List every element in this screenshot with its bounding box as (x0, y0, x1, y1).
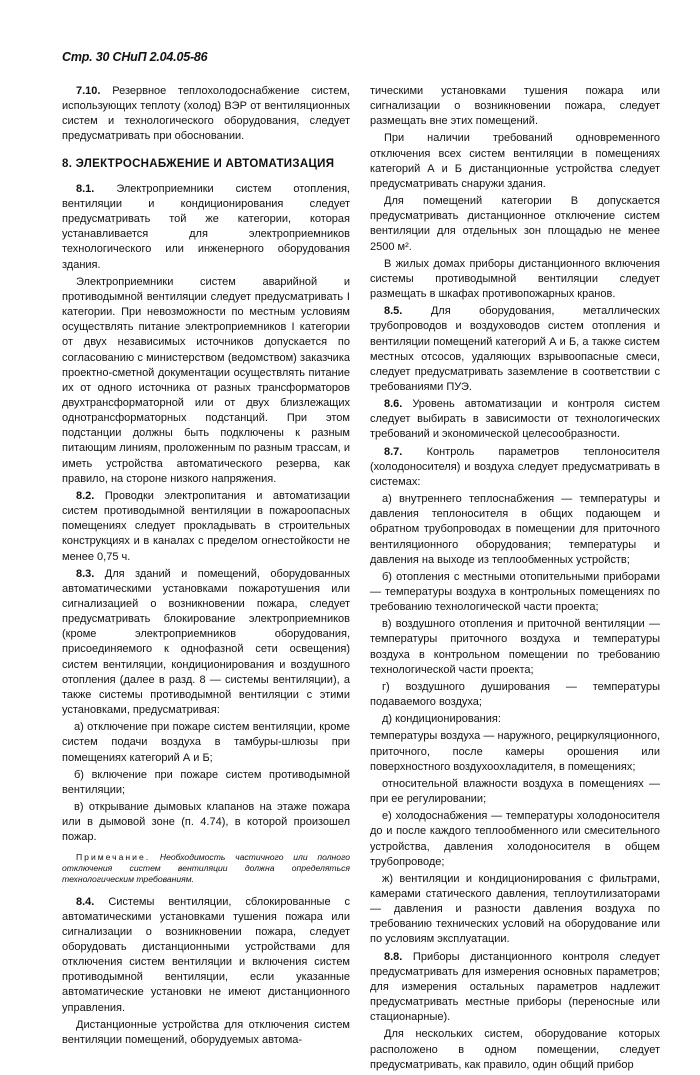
clause-number: 8.8. (384, 950, 403, 963)
list-item-a: а) отключение при пожаре систем вентиляции, кроме систем подачи воздуха в тамбуры-шлюзы при помещениях категорий А и Б; (62, 721, 350, 764)
list-item-d: д) кондиционирования: (382, 713, 501, 726)
list-item-e: е) холодоснабжения — температуры холодоносителя до и после каждого теплообменного или смесительного устройства, давления холодоносителя в общем трубопроводе; (370, 810, 660, 868)
paragraph-8-4-c: тическими установками тушения пожара или сигнализации о возникновении пожара, следует размещать вне этих помещений. (370, 85, 660, 128)
list-item-v: в) воздушного отопления и приточной вентиляции — температуры приточного воздуха и температуры воздуха в контрольном помещении по требованию технологической части проекта; (370, 618, 660, 676)
paragraph-8-6 (370, 397, 660, 442)
clause-text: Для зданий и помещений, оборудованных автоматическими установками пожаротушения или сигнализацией о возникновении пожара, следует предусматривать блокирование электроприемников (кроме электроприемников оборудования, присоединяемого к однофазной сети освещения) систем вентиляции, кондиционирования и воздушного отопления (далее в разд. 8 — системы вентиляции), а также системы противодымной вентиляции с этими установками, предусматривая: (62, 567, 350, 717)
paragraph-8-3 (62, 567, 350, 719)
paragraph-8-2 (62, 489, 350, 565)
list-item-b: б) отопления с местными отопительными приборами — температуры воздуха в контрольных помещениях по требованию технологической части проекта; (370, 570, 660, 614)
list-subitem-temperature: температуры воздуха — наружного, рециркуляционного, приточного, после камеры орошения или поверхностного воздухоохладителя, в помещениях; (370, 730, 660, 773)
clause-text: Для оборудования, металлических трубопроводов и воздуховодов систем отопления и вентиляции помещений категорий А и Б, а также систем местных отсосов, удаляющих взрывоопасные смеси, следует предусматривать заземление в соответствии с требованиями ПУЭ. (370, 305, 660, 393)
page-header: Стр. 30 СНиП 2.04.05-86 (62, 50, 208, 64)
paragraph-8-4-d: При наличии требований одновременного отключения всех систем вентиляции в помещениях категорий А и Б дистанционные устройства следует предусматривать снаружи здания. (370, 132, 660, 190)
paragraph-8-5 (370, 304, 660, 395)
note-text: Необходимость частичного или полного отключения систем вентиляции должна определяться технологическим требованиям. (62, 851, 350, 884)
paragraph-8-4-e: Для помещений категории В допускается предусматривать дистанционное отключение систем вентиляции для отдельных зон площадью не менее 2500 м². (370, 195, 660, 253)
paragraph-8-8 (370, 950, 660, 1026)
clause-text: Проводки электропитания и автоматизации систем противодымной вентиляции в пожароопасных помещениях следует прокладывать в строительных конструкциях и в каналах с пределом огнестойкости не менее 0,75 ч. (62, 489, 350, 563)
clause-text: Приборы дистанционного контроля следует предусматривать для измерения основных параметров; для измерения остальных параметров надлежит предусматривать местные приборы (переносные или стационарные). (370, 950, 660, 1024)
paragraph-8-8-b: Для нескольких систем, оборудование которых расположено в одном помещении, следует предусматривать, как правило, один общий прибор (370, 1028, 660, 1071)
paragraph-8-4-f: В жилых домах приборы дистанционного включения системы противодымной вентиляции следует размещать в шкафах противопожарных кранов. (370, 257, 660, 301)
clause-number: 8.3. (76, 567, 95, 580)
paragraph-8-4 (62, 895, 350, 1016)
left-column (62, 84, 350, 1050)
paragraph-8-7 (370, 445, 660, 490)
note-label: Примечание. (76, 851, 151, 862)
list-item-v: в) открывание дымовых клапанов на этаже пожара или в дымовой зоне (п. 4.74), в которой произошел пожар. (62, 801, 350, 844)
paragraph-8-4-b: Дистанционные устройства для отключения систем вентиляции помещений, оборудуемых автома- (62, 1018, 350, 1046)
clause-number: 8.5. (384, 305, 403, 318)
clause-number: 8.4. (76, 895, 95, 908)
paragraph-8-1-b: Электроприемники систем аварийной и противодымной вентиляции следует предусматривать I категории. При невозможности по местным условиям осуществлять питание электроприемников I категории от двух независимых источников допускается по согласованию с министерством (ведомством) заказчика проектно-сметной документации осуществлять питание их от одного источника от разных трансформаторов двухтрансформаторной или от двух близлежащих однотрансформаторных подстанций. При этом подстанции должны быть подключены к разным питающим линиям, проложенным по разным трассам, и иметь устройства автоматического резерва, как правило, на стороне низкого напряжения. (62, 275, 350, 485)
clause-number: 8.1. (76, 182, 95, 195)
paragraph-8-1 (62, 182, 350, 273)
clause-text: Уровень автоматизации и контроля систем следует выбирать в зависимости от технологических требований и экономической целесообразности. (370, 398, 661, 441)
clause-text: Резервное теплохолодоснабжение систем, использующих теплоту (холод) ВЭР от вентиляционных систем и технологического оборудования, следует предусматривать при обосновании. (62, 85, 350, 143)
clause-number: 8.7. (384, 445, 403, 458)
clause-number: 8.2. (76, 489, 95, 502)
list-item-a: а) внутреннего теплоснабжения — температуры и давления теплоносителя в общих подающем и обратном трубопроводах в помещении для приточного вентиляционного оборудования; температуры и давления на выходе из теплообменных устройств; (370, 493, 660, 566)
list-item-g: г) воздушного душирования — температуры подаваемого воздуха; (370, 680, 660, 709)
list-subitem-humidity: относительной влажности воздуха в помещениях — при ее регулировании; (370, 777, 660, 806)
list-item-zh: ж) вентиляции и кондиционирования с фильтрами, камерами статического давления, теплоутилизаторами — давления и разности давления воздуха по требованию технических условий на оборудование или по условиям эксплуатации. (370, 872, 660, 946)
paragraph-7-10 (62, 84, 350, 145)
section-title: 8. ЭЛЕКТРОСНАБЖЕНИЕ И АВТОМАТИЗАЦИЯ (62, 157, 335, 170)
clause-number: 8.6. (384, 398, 403, 411)
clause-text: Контроль параметров теплоносителя (холодоносителя) и воздуха следует предусматривать в системах: (370, 445, 660, 488)
list-item-b: б) включение при пожаре систем противодымной вентиляции; (62, 768, 350, 796)
right-column (370, 84, 660, 1075)
note (62, 852, 350, 885)
clause-text: Электроприемники систем отопления, вентиляции и кондиционирования следует предусматривать той же категории, которая устанавливается для электроприемников технологического или инженерного оборудования здания. (62, 182, 350, 271)
clause-text: Системы вентиляции, сблокированные с автоматическими установками тушения пожара или сигнализации о возникновении пожара, следует оборудовать дистанционными устройствами для отключения систем вентиляции и включения систем противодымной вентиляции, если указанные автоматические установки не имеют дистанционного управления. (62, 895, 351, 1014)
clause-number: 7.10. (76, 85, 101, 97)
